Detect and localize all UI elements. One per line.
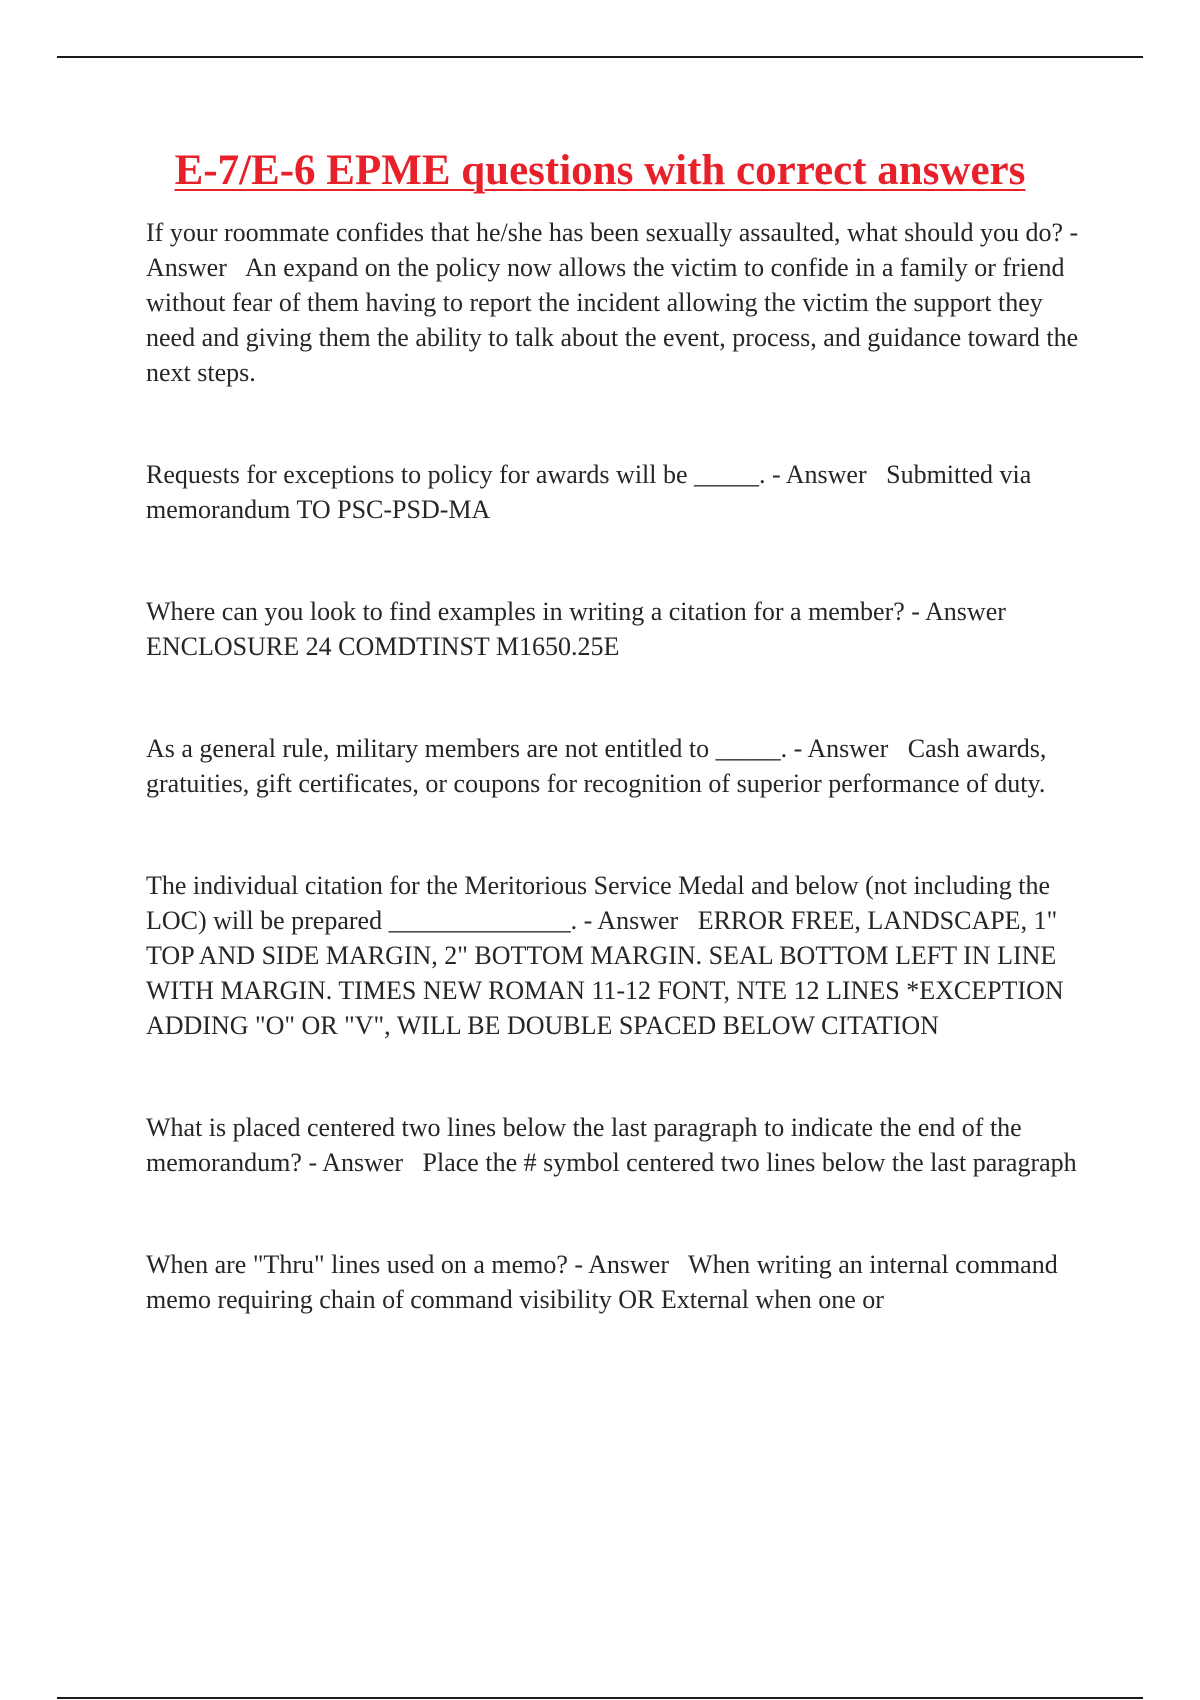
answer-text: Cash awards, gratuities, gift certificates, or coupons for recognition of superior performance of duty. bbox=[146, 734, 1053, 798]
answer-text: An expand on the policy now allows the victim to confide in a family or friend without fear of them having to report the incident allowing the victim the support they need and giving them the ability to talk about the event, process, and guidance toward the next steps. bbox=[146, 253, 1085, 387]
question-text: The individual citation for the Meritorious Service Medal and below (not including the LOC) will be prepared ______________. - Answer bbox=[146, 871, 1057, 935]
answer-separator bbox=[1006, 597, 1013, 626]
question-text: Requests for exceptions to policy for awards will be _____. - Answer bbox=[146, 460, 867, 489]
qa-item bbox=[146, 868, 1096, 1043]
qa-item bbox=[146, 1247, 1096, 1317]
qa-list bbox=[146, 215, 1096, 1384]
answer-separator bbox=[888, 734, 908, 763]
qa-item bbox=[146, 731, 1096, 801]
question-text: Where can you look to find examples in writing a citation for a member? - Answer bbox=[146, 597, 1006, 626]
qa-item bbox=[146, 594, 1096, 664]
answer-text: Place the # symbol centered two lines below the last paragraph bbox=[422, 1148, 1077, 1177]
bottom-rule bbox=[57, 1697, 1143, 1699]
question-text: When are "Thru" lines used on a memo? - Answer bbox=[146, 1250, 670, 1279]
answer-separator bbox=[227, 253, 245, 282]
answer-separator bbox=[678, 906, 698, 935]
qa-item bbox=[146, 215, 1096, 390]
answer-separator bbox=[403, 1148, 423, 1177]
page-title: E-7/E-6 EPME questions with correct answers bbox=[174, 147, 1026, 194]
answer-text: When writing an internal command memo requiring chain of command visibility OR External when one or bbox=[146, 1250, 1065, 1314]
question-text: If your roommate confides that he/she has been sexually assaulted, what should you do? - Answer bbox=[146, 218, 1084, 282]
qa-item bbox=[146, 457, 1096, 527]
answer-text: ENCLOSURE 24 COMDTINST M1650.25E bbox=[146, 632, 620, 661]
top-rule bbox=[57, 56, 1143, 58]
answer-separator bbox=[669, 1250, 688, 1279]
question-text: What is placed centered two lines below the last paragraph to indicate the end of the memorandum? - Answer bbox=[146, 1113, 1029, 1177]
answer-separator bbox=[867, 460, 887, 489]
answer-text: Submitted via memorandum TO PSC-PSD-MA bbox=[146, 460, 1038, 524]
question-text: As a general rule, military members are not entitled to _____. - Answer bbox=[146, 734, 889, 763]
answer-text: ERROR FREE, LANDSCAPE, 1" TOP AND SIDE MARGIN, 2" BOTTOM MARGIN. SEAL BOTTOM LEFT IN LINE WITH MARGIN. TIMES NEW ROMAN 11-12 FONT, NTE 12 LINES *EXCEPTION ADDING "O" OR "V", WILL BE DOUBLE SPACED BELOW CITATION bbox=[146, 906, 1069, 1040]
qa-item bbox=[146, 1110, 1096, 1180]
